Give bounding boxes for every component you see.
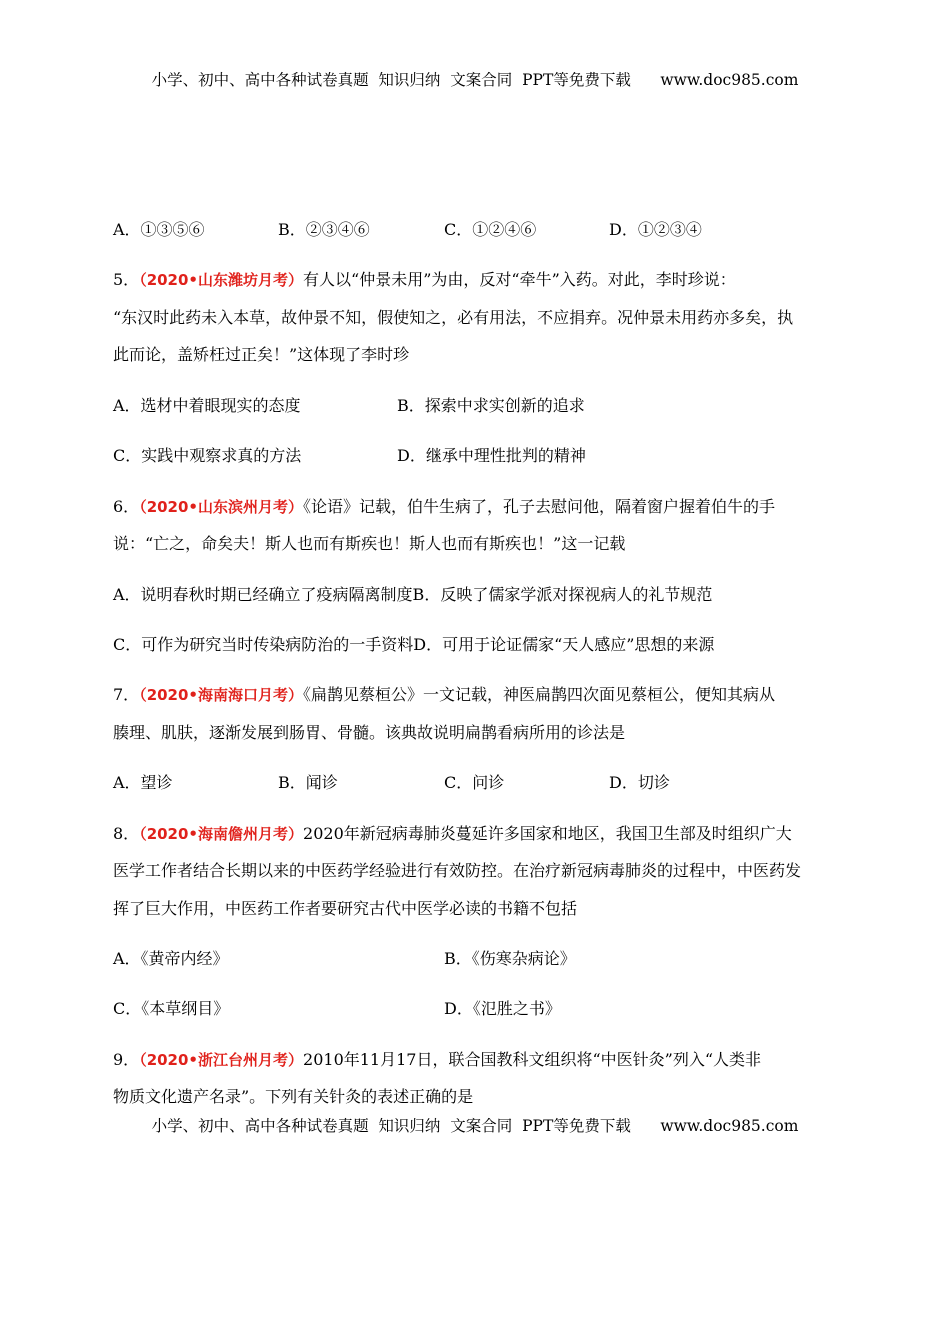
q8-option-c: C．《本草纲目》 <box>113 999 230 1018</box>
q8-text-1: 2020年新冠病毒肺炎蔓延许多国家和地区，我国卫生部及时组织广大 <box>303 824 792 843</box>
q5-option-c: C．实践中观察求真的方法 <box>113 446 302 465</box>
q9-stem-line-1 <box>113 1050 761 1070</box>
q8-option-a: A．《黄帝内经》 <box>113 949 229 968</box>
q9-text-1: 2010年11月17日，联合国教科文组织将“中医针灸”列入“人类非 <box>303 1050 762 1069</box>
q7-source: （2020•海南海口月考） <box>139 686 304 704</box>
q7-number: 7． <box>113 685 140 704</box>
page-header: 小学、初中、高中各种试卷真题 知识归纳 文案合同 PPT等免费下载 www.doc985.com <box>151 71 799 89</box>
q6-number: 6． <box>113 497 140 516</box>
q7-option-a: A．望诊 <box>113 773 173 792</box>
q7-option-b: B．闻诊 <box>278 773 338 792</box>
q6-options-ab: A．说明春秋时期已经确立了疫病隔离制度B．反映了儒家学派对探视病人的礼节规范 <box>113 585 713 604</box>
q9-source: （2020•浙江台州月考） <box>139 1051 304 1069</box>
q7-stem-line-2: 腠理、肌肤，逐渐发展到肠胃、骨髓。该典故说明扁鹊看病所用的诊法是 <box>113 723 626 742</box>
q8-stem-line-2: 医学工作者结合长期以来的中医药学经验进行有效防控。在治疗新冠病毒肺炎的过程中，中医药发 <box>113 861 802 880</box>
q6-text-1: 《论语》记载，伯牛生病了，孔子去慰问他，隔着窗户握着伯牛的手 <box>303 497 776 516</box>
q5-option-a: A．选材中着眼现实的态度 <box>113 396 301 415</box>
q7-stem-line-1 <box>113 685 775 705</box>
q6-source: （2020•山东滨州月考） <box>139 498 304 516</box>
q5-option-b: B．探索中求实创新的追求 <box>397 396 585 415</box>
q7-text-1: 《扁鹊见蔡桓公》一文记载，神医扁鹊四次面见蔡桓公，便知其病从 <box>303 685 776 704</box>
q8-source: （2020•海南儋州月考） <box>139 825 304 843</box>
q9-number: 9． <box>113 1050 140 1069</box>
q5-source: （2020•山东潍坊月考） <box>139 271 304 289</box>
q6-stem-line-1 <box>113 497 775 517</box>
q4-option-a: A．①③⑤⑥ <box>113 220 205 239</box>
q8-number: 8． <box>113 824 140 843</box>
page-footer: 小学、初中、高中各种试卷真题 知识归纳 文案合同 PPT等免费下载 www.doc985.com <box>151 1117 799 1135</box>
q8-stem-line-1 <box>113 824 792 844</box>
q4-option-b: B．②③④⑥ <box>278 220 370 239</box>
q4-option-d: D．①②③④ <box>609 220 702 239</box>
q5-stem-line-1 <box>113 270 736 290</box>
q9-stem-line-2: 物质文化遗产名录”。下列有关针灸的表述正确的是 <box>113 1087 474 1106</box>
q4-option-c: C．①②④⑥ <box>444 220 537 239</box>
q5-stem-line-2: “东汉时此药未入本草，故仲景不知，假使知之，必有用法，不应捐弃。况仲景未用药亦多矣，执 <box>113 308 794 327</box>
q7-option-d: D．切诊 <box>609 773 670 792</box>
q6-options-cd: C．可作为研究当时传染病防治的一手资料D．可用于论证儒家“天人感应”思想的来源 <box>113 635 715 654</box>
q5-stem-line-3: 此而论，盖矫枉过正矣！”这体现了李时珍 <box>113 345 410 364</box>
q6-stem-line-2: 说：“亡之，命矣夫！斯人也而有斯疾也！斯人也而有斯疾也！”这一记载 <box>113 534 626 553</box>
q8-option-d: D．《氾胜之书》 <box>444 999 561 1018</box>
q8-option-b: B．《伤寒杂病论》 <box>444 949 576 968</box>
q5-number: 5． <box>113 270 140 289</box>
q8-stem-line-3: 挥了巨大作用，中医药工作者要研究古代中医学必读的书籍不包括 <box>113 899 578 918</box>
q5-option-d: D．继承中理性批判的精神 <box>397 446 586 465</box>
q5-text-1: 有人以“仲景未用”为由，反对“牵牛”入药。对此，李时珍说： <box>303 270 736 289</box>
q7-option-c: C．问诊 <box>444 773 505 792</box>
